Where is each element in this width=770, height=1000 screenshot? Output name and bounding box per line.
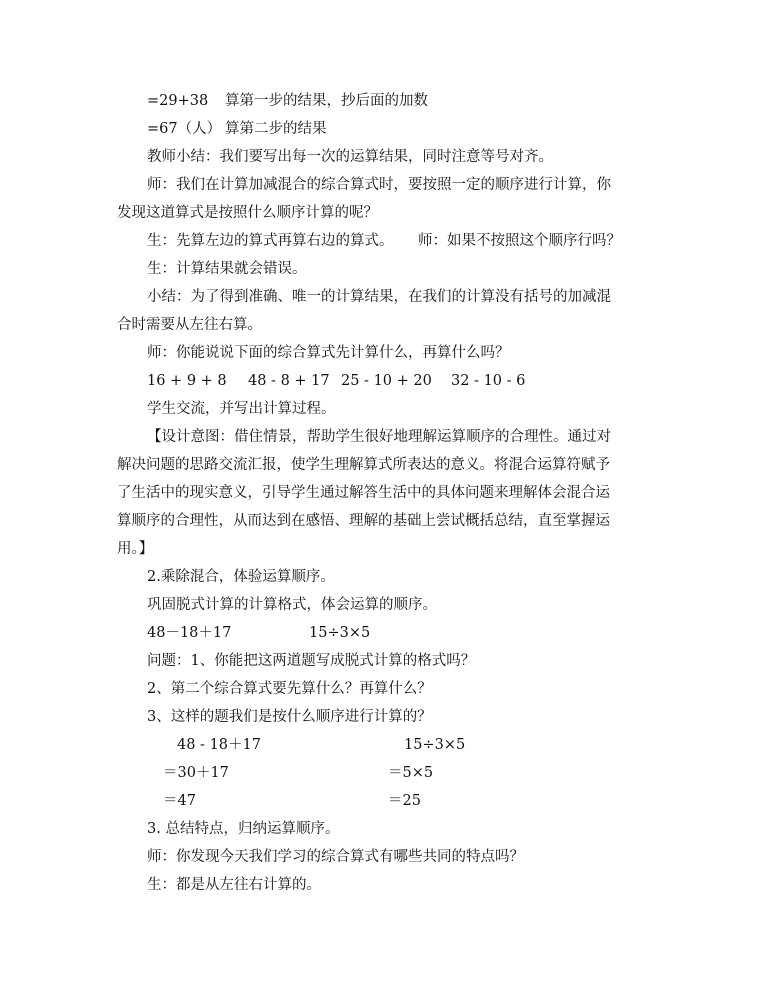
design-intent-line: 解决问题的思路交流汇报，使学生理解算式所表达的意义。将混合运算符赋予: [117, 457, 610, 473]
exercise-item: 48 - 8 + 17: [248, 373, 330, 389]
paragraph-line: 发现这道算式是按照什么顺序计算的呢？: [117, 205, 378, 221]
design-intent-line: 了生活中的现实意义，引导学生通过解答生活中的具体问题来理解体会混合运: [117, 485, 610, 501]
question-line: 问题：1、你能把这两道题写成脱式计算的格式吗？: [147, 653, 476, 669]
student-answer: 生：计算结果就会错误。: [147, 261, 307, 277]
exercise-item: 32 - 10 - 6: [451, 373, 526, 389]
calc-step: 15÷3×5: [404, 737, 466, 753]
question-line: 2、第二个综合算式要先算什么？再算什么？: [147, 681, 432, 697]
exercise-item: 25 - 10 + 20: [341, 373, 432, 389]
teacher-question: 师：你能说说下面的综合算式先计算什么，再算什么吗？: [147, 345, 510, 361]
calc-step: ＝47: [163, 793, 196, 809]
student-answer: 生：先算左边的算式再算右边的算式。: [147, 233, 394, 249]
equation-note: 算第一步的结果，抄后面的加数: [225, 93, 428, 109]
calc-step: 48 - 18＋17: [177, 737, 261, 753]
question-line: 3、这样的题我们是按什么顺序进行计算的？: [147, 709, 432, 725]
section-heading: 3. 总结特点，归纳运算顺序。: [147, 821, 340, 837]
paragraph-line: 师：我们在计算加减混合的综合算式时，要按照一定的顺序进行计算，你: [147, 177, 611, 193]
design-intent-line: 算顺序的合理性，从而达到在感悟、理解的基础上尝试概括总结，直至掌握运: [117, 513, 610, 529]
design-intent-line: 用。】: [117, 541, 154, 557]
teacher-question: 师：你发现今天我们学习的综合算式有哪些共同的特点吗？: [147, 849, 524, 865]
teacher-summary: 教师小结：我们要写出每一次的运算结果，同时注意等号对齐。: [147, 149, 553, 165]
calc-step: ＝30＋17: [163, 765, 229, 781]
problem-expression: 15÷3×5: [309, 625, 371, 641]
calc-step: ＝5×5: [388, 765, 434, 781]
student-answer: 生：都是从左往右计算的。: [147, 877, 321, 893]
paragraph-line: 合时需要从左往右算。: [117, 317, 262, 333]
equation: =67（人）: [147, 121, 222, 137]
equation-note: 算第二步的结果: [225, 121, 327, 137]
calc-step: ＝25: [388, 793, 421, 809]
paragraph-line: 小结：为了得到准确、唯一的计算结果，在我们的计算没有括号的加减混: [147, 289, 611, 305]
section-heading: 2.乘除混合，体验运算顺序。: [147, 569, 335, 585]
teacher-question: 师：如果不按照这个顺序行吗？: [418, 233, 621, 249]
paragraph-line: 学生交流，并写出计算过程。: [147, 401, 336, 417]
paragraph-line: 巩固脱式计算的计算格式，体会运算的顺序。: [147, 597, 437, 613]
equation: =29+38: [147, 93, 209, 109]
exercise-item: 16 + 9 + 8: [147, 373, 227, 389]
problem-expression: 48－18＋17: [147, 625, 232, 641]
design-intent-line: 【设计意图：借住情景，帮助学生很好地理解运算顺序的合理性。通过对: [147, 429, 611, 445]
